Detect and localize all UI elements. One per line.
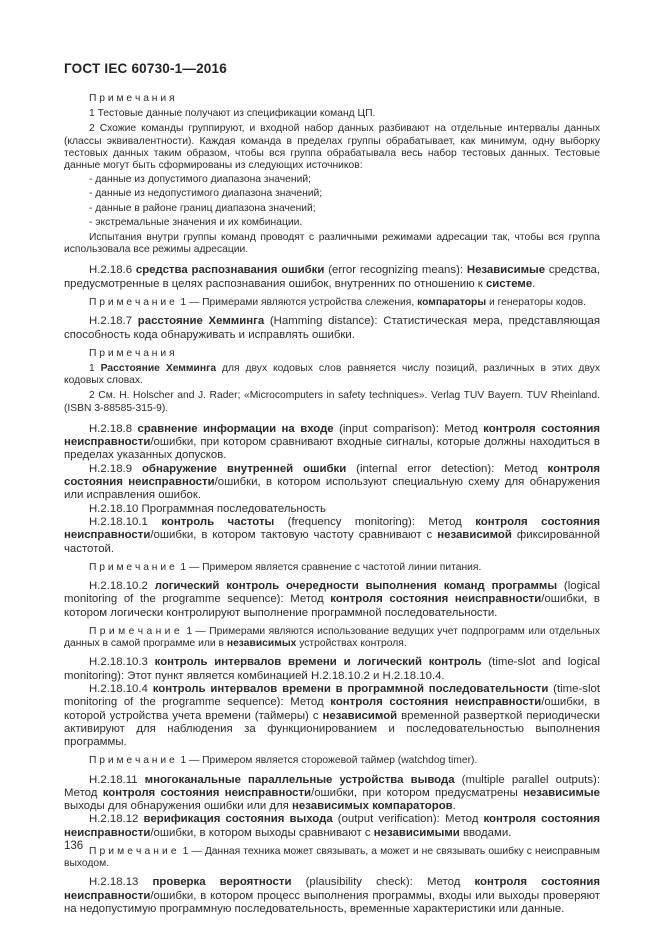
bold-text-run: контроля состояния неисправности	[64, 876, 600, 902]
definition-paragraph	[64, 423, 600, 463]
text-run: (output verification): Метод	[332, 813, 484, 826]
document-body	[64, 61, 600, 916]
definition-paragraph	[64, 264, 600, 291]
text-run: Н.2.18.10 Программная последовательность	[89, 502, 326, 515]
note-paragraph	[64, 562, 600, 574]
definition-paragraph	[64, 580, 600, 620]
note-paragraph	[64, 626, 600, 650]
text-run: /ошибки, при котором предусматрены	[311, 786, 524, 799]
text-run: /ошибки, в котором используют специальную схему для обнаружения или исправления ошибок.	[64, 476, 600, 502]
definition-paragraph	[64, 876, 600, 916]
text-run: П р и м е ч а н и я	[89, 93, 175, 104]
bold-text-run: контроля состояния неисправности	[64, 462, 600, 489]
definition-paragraph	[64, 463, 600, 503]
bold-text-run: контроль частоты	[161, 515, 275, 528]
bold-text-run: контроля состояния неисправности	[330, 696, 542, 709]
bold-text-run: Расстояние Хемминга	[100, 363, 217, 375]
note-paragraph	[64, 232, 600, 256]
text-run: (error recognizing means):	[324, 264, 467, 277]
text-run: (plausibility check): Метод	[291, 876, 475, 889]
note-paragraph	[64, 390, 600, 414]
text-run: (multiple parallel outputs): Метод	[64, 773, 600, 799]
paragraphs-container	[64, 93, 600, 916]
text-run: фиксированной частотой.	[64, 529, 600, 555]
text-run: /ошибки, в котором логически контролируют выполнение программной последовательности.	[64, 593, 600, 619]
bold-text-run: независимой	[322, 709, 398, 722]
text-run: 1	[89, 363, 101, 375]
definition-paragraph	[64, 503, 600, 516]
bold-text-run: контроль интервалов времени и логический контроль	[154, 656, 482, 669]
bold-text-run: Независимые	[466, 264, 546, 277]
note-paragraph	[64, 108, 600, 120]
text-run: 2 См. H. Holscher and J. Rader; «Microcomputers in safety techniques». Verlag TUV Bayern. TUV Rheinland. (ISBN 3-88585-315-9).	[64, 390, 600, 414]
list-item	[64, 188, 600, 200]
text-run: П р и м е ч а н и е 1 — Примером является сторожевой таймер (watchdog timer).	[89, 755, 478, 767]
text-run: П р и м е ч а н и е 1 — Данная техника может связывать, а может и не связывать ошибку с неисправным выходом.	[64, 846, 600, 870]
text-run: .	[452, 800, 456, 813]
definition-paragraph	[64, 315, 600, 342]
list-item	[64, 203, 600, 215]
note-paragraph	[64, 846, 600, 870]
bold-text-run: обнаружение внутренней ошибки	[141, 462, 347, 475]
bold-text-run: контроля состояния неисправности	[102, 786, 312, 799]
text-run: - данные в районе границ диапазона значений;	[89, 202, 316, 214]
text-run: 2 Схожие команды группируют, и входной набор данных разбивают на отдельные интервалы данных (классы эквивалентности). Каждая команда в пределах группы обрабатывает, как минимум, одну выборку тестовых данных таким образом, чтобы вся группа обрабатывала весь набор тестовых данных. Тестовые данные могут быть сформированы из следующих источников:	[64, 123, 600, 172]
text-run: /ошибки, в котором выходы сравнивают с	[150, 826, 374, 839]
definition-paragraph	[64, 516, 600, 556]
text-run: Н.2.18.6	[89, 264, 136, 277]
notes-heading	[64, 93, 600, 105]
text-run: /ошибки, в которой устройства учета времени (таймеры) с	[64, 696, 600, 722]
text-run: (frequency monitoring): Метод	[274, 515, 476, 528]
text-run: П р и м е ч а н и е 1 — Примерами являются устройства слежения,	[89, 297, 418, 309]
definition-paragraph	[64, 774, 600, 814]
note-paragraph	[64, 363, 600, 387]
text-run: Н.2.18.13	[89, 876, 153, 889]
definition-paragraph	[64, 683, 600, 749]
list-item	[64, 174, 600, 186]
text-run: Н.2.18.11	[89, 773, 145, 786]
text-run: временной разверткой периодически активируют для наблюдения за функционированием и последовательностью выполнения программы.	[64, 709, 600, 749]
text-run: вводами.	[459, 826, 512, 839]
bold-text-run: независимых компараторов	[292, 800, 453, 813]
text-run: - данные из допустимого диапазона значений;	[89, 174, 311, 186]
text-run: Н.2.18.12	[89, 813, 144, 826]
text-run: Н.2.18.10.3	[89, 656, 155, 669]
text-run: (internal error detection): Метод	[346, 462, 548, 475]
text-run: и генераторы кодов.	[486, 297, 587, 309]
text-run: 1 Тестовые данные получают из спецификации команд ЦП.	[89, 108, 376, 120]
notes-heading	[64, 348, 600, 360]
text-run: /ошибки, в котором процесс выполнения программы, входы или выходы проверяют на недопустимую программную последовательность, временные характеристики или данные.	[64, 889, 600, 916]
text-run: /ошибки, в котором тактовую частоту сравнивают с	[150, 529, 438, 542]
text-run: Н.2.18.7	[89, 315, 138, 328]
definition-paragraph	[64, 813, 600, 840]
note-paragraph	[64, 297, 600, 309]
text-run: (time-slot monitoring of the programme sequence): Метод	[64, 682, 600, 709]
text-run: .	[532, 277, 536, 290]
text-run: средства, предусмотренные в целях распознавания ошибок, внутренних по отношению к	[64, 264, 600, 290]
bold-text-run: контроля состояния неисправности	[64, 813, 600, 839]
bold-text-run: контроля состояния неисправности	[64, 422, 600, 449]
text-run: (logical monitoring of the programme sequence): Метод	[64, 580, 601, 606]
bold-text-run: сравнение информации на входе	[137, 422, 334, 435]
text-run: - данные из недопустимого диапазона значений;	[89, 188, 323, 200]
text-run: для двух кодовых слов равняется числу позиций, различных в этих двух кодовых словах.	[64, 363, 600, 387]
note-paragraph	[64, 123, 600, 172]
bold-text-run: системе	[485, 277, 533, 290]
text-run: (Hamming distance): Статистическая мера, представляющая способность кода обнаруживать и исправлять ошибки.	[64, 315, 600, 341]
text-run: Н.2.18.8	[89, 422, 138, 435]
text-run: П р и м е ч а н и я	[89, 347, 175, 359]
text-run: - экстремальные значения и их комбинации.	[89, 216, 303, 228]
bold-text-run: контроля состояния неисправности	[64, 515, 600, 542]
bold-text-run: компараторы	[417, 297, 487, 309]
text-run: Испытания внутри группы команд проводят с различными режимами адресации так, чтобы вся группа использовала все режимы адресации.	[64, 232, 600, 256]
text-run: (input comparison): Метод	[333, 422, 484, 435]
list-item	[64, 217, 600, 229]
text-run: Н.2.18.9	[89, 462, 142, 475]
bold-text-run: независимыми	[373, 826, 460, 839]
document-header: ГОСТ IEC 60730-1—2016	[64, 61, 227, 76]
bold-text-run: логический контроль очередности выполнения команд программы	[154, 580, 558, 593]
bold-text-run: проверка вероятности	[152, 876, 292, 889]
bold-text-run: контроль интервалов времени в программной последовательности	[152, 682, 549, 695]
bold-text-run: расстояние Хемминга	[137, 315, 265, 328]
text-run: П р и м е ч а н и е 1 — Примерами являются использование ведущих учет подпрограмм или отдельных данных в самой программе или в	[64, 625, 600, 650]
text-run: (time-slot and logical monitoring): Этот пункт является комбинацией Н.2.18.10.2 и Н.2.18.10.4.	[64, 656, 601, 682]
bold-text-run: средства распознавания ошибки	[135, 264, 325, 277]
bold-text-run: контроля состояния неисправности	[330, 593, 542, 606]
bold-text-run: верификация состояния выхода	[143, 813, 333, 826]
bold-text-run: независимые	[523, 786, 600, 799]
text-run: Н.2.18.10.2	[89, 580, 155, 593]
text-run: Н.2.18.10.4	[89, 682, 153, 695]
text-run: выходы для обнаружения ошибки или для	[64, 800, 293, 813]
page-number: 136	[64, 840, 84, 852]
text-run: Н.2.18.10.1	[89, 515, 162, 528]
text-run: /ошибки, при котором сравнивают входные сигналы, которые должны находиться в пределах указанных допусков.	[64, 436, 600, 462]
note-paragraph	[64, 755, 600, 767]
definition-paragraph	[64, 656, 600, 683]
bold-text-run: независимой	[437, 529, 512, 542]
bold-text-run: независимых	[226, 638, 297, 650]
text-run: устройствах контроля.	[296, 638, 407, 650]
text-run: П р и м е ч а н и е 1 — Примером является сравнение с частотой линии питания.	[89, 561, 482, 573]
bold-text-run: многоканальные параллельные устройства вывода	[144, 773, 455, 786]
